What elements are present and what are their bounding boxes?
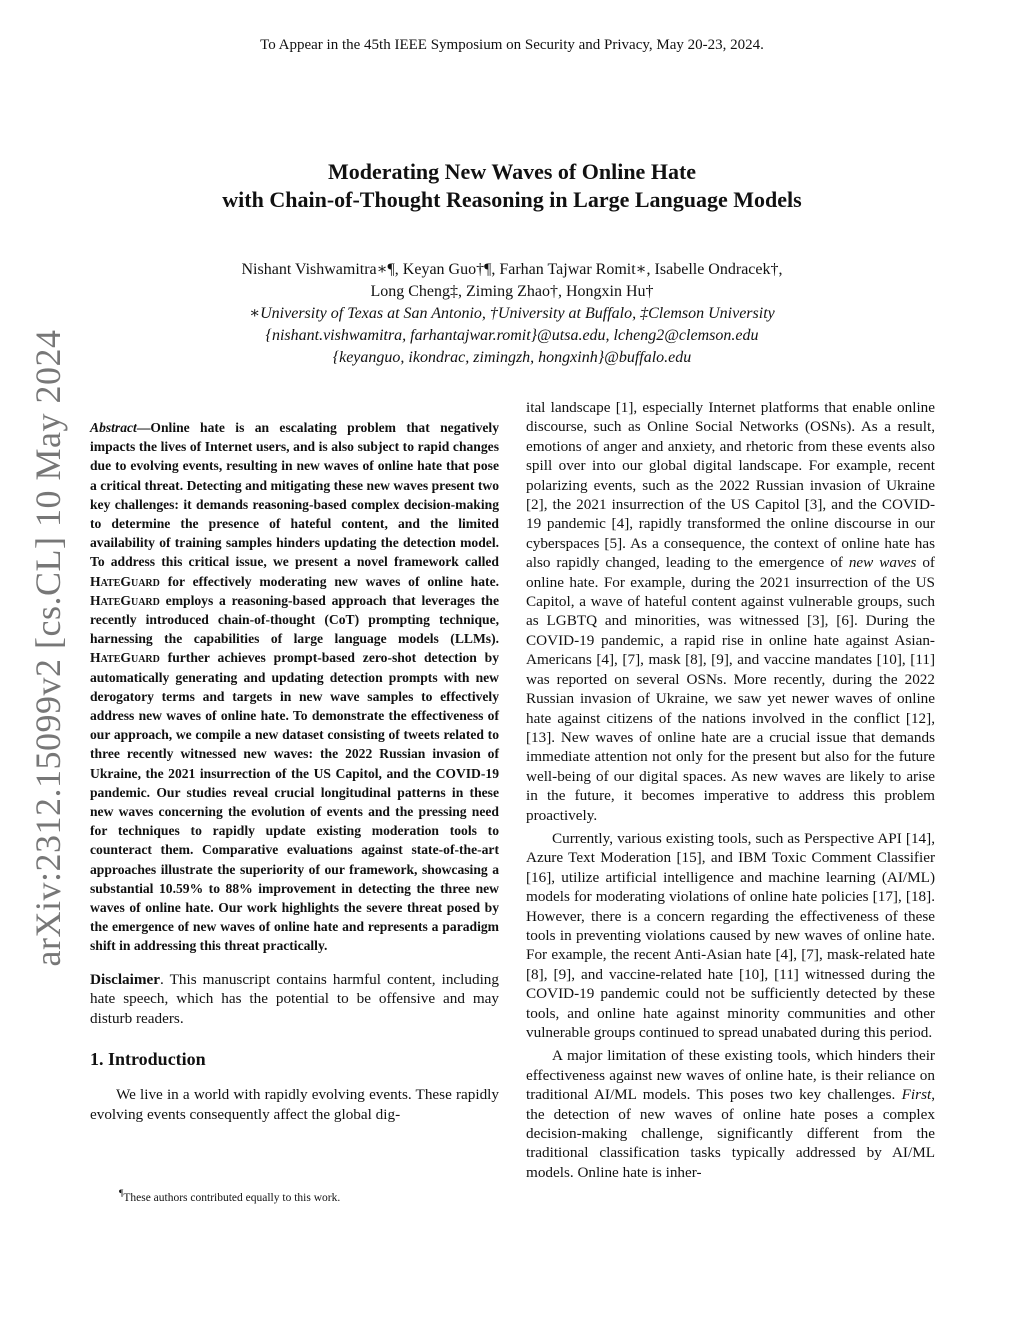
intro-paragraph-2: Currently, various existing tools, such as Perspective API [14], Azure Text Moderation [15], and IBM Toxic Comment Classifier [16], utilize artificial intelligence and machine learning (AI/ML) models for moderating violations of online hate policies [17], [18]. However, there is a concern regarding the effectiveness of these tools in preventing violations caused by new waves of online hate. For example, the recent Anti-Asian hate [4], [7], mask-related hate [8], [9], and vaccine-related hate [10], [11] witnessed during the COVID-19 pandemic could not be sufficiently detected by these tools, and online hate against minority communities and other vulnerable groups continued to spread unabated during this period.: [526, 829, 935, 1041]
intro-paragraph-1-cont: [526, 398, 935, 825]
left-column: [90, 418, 499, 1124]
paragraph-text: ital landscape [1], especially Internet platforms that enable online discourse, such as Online Social Networks (OSNs). As a result, emotions of anger and anxiety, and rhetoric from these events also spill over into our global digital landscape. For example, recent polarizing events, such as the 2022 Russian invasion of Ukraine [2], the 2021 insurrection of the US Capitol [3], and the COVID-19 pandemic [4], rapidly transformed the online discourse in our cyberspaces [5]. As a consequence, the context of online hate has also rapidly changed, leading to the emergence of: [526, 399, 935, 572]
abstract-dash: —: [136, 420, 151, 435]
abstract-label: Abstract: [90, 420, 137, 435]
disclaimer: [90, 970, 499, 1028]
paragraph-text: A major limitation of these existing tools, which hinders their effectiveness against new waves of online hate, is their reliance on traditional AI/ML models. This poses two key challenges.: [526, 1047, 935, 1104]
paper-title: [0, 158, 1024, 214]
author-block: [0, 259, 1024, 369]
framework-name: HateGuard: [90, 592, 160, 608]
abstract-text-3: employs a reasoning-based approach that leverages the recently introduced chain-of-thought (CoT) prompting technique, harnessing the capabilities of large language models (LLMs).: [90, 592, 499, 647]
intro-paragraph-3: [526, 1046, 935, 1182]
abstract: [90, 418, 499, 956]
framework-name: HateGuard: [90, 650, 160, 666]
abstract-text-4: further achieves prompt-based zero-shot detection by automatically generating and updating detection prompts with new derogatory terms and targets in new wave samples to effectively address new waves of online hate. To demonstrate the effectiveness of our approach, we compile a new dataset consisting of tweets related to three recently witnessed new waves: the 2022 Russian invasion of Ukraine, the 2021 insurrection of the US Capitol, and the COVID-19 pandemic. Our studies reveal crucial longitudinal patterns in these new waves concerning the evolution of events and the pressing need for techniques to rapidly update existing moderation tools to counteract them. Comparative evaluations against state-of-the-art approaches illustrate the superiority of our framework, showcasing a substantial 10.59% to 88% improvement in detecting the three new waves of online hate. Our work highlights the severe threat posed by the emergence of new waves of online hate and represents a paradigm shift in addressing this threat practically.: [90, 650, 499, 954]
framework-name: HateGuard: [90, 573, 160, 589]
footnote-text: These authors contributed equally to this work.: [123, 1191, 341, 1204]
section-heading: 1. Introduction: [90, 1048, 206, 1069]
arxiv-stamp: arXiv:2312.15099v2 [cs.CL] 10 May 2024: [28, 329, 68, 967]
emphasis-first: First: [901, 1086, 932, 1104]
abstract-text-1: Online hate is an escalating problem that negatively impacts the lives of Internet users, and is also subject to rapid changes due to evolving events, resulting in new waves of online hate that pose a critical threat. Detecting and mitigating these new waves present two key challenges: it demands reasoning-based complex decision-making to determine the presence of hateful content, and the limited availability of training samples hinders updating the detection model. To address this critical issue, we present a novel framework called: [90, 420, 499, 570]
paragraph-text: , the detection of new waves of online hate poses a complex decision-making challenge, significantly different from the traditional classification tasks typically addressed by AI/ML models. Online hate is inher-: [526, 1086, 935, 1181]
abstract-text-2: for effectively moderating new waves of online hate.: [159, 573, 499, 589]
intro-paragraph-1: We live in a world with rapidly evolving events. These rapidly evolving events consequently affect the global dig-: [90, 1086, 499, 1123]
emphasis-new-waves: new waves: [848, 554, 917, 572]
title-line-2: with Chain-of-Thought Reasoning in Large Language Models: [222, 187, 802, 212]
footnote-mark: ¶: [119, 1188, 124, 1199]
title-line-1: Moderating New Waves of Online Hate: [327, 159, 697, 184]
emails-line-2: {keyanguo, ikondrac, zimingzh, hongxinh}@buffalo.edu: [332, 349, 692, 366]
right-column: [526, 398, 935, 1182]
disclaimer-text: . This manuscript contains harmful content, including hate speech, which has the potential to be offensive and may disturb readers.: [90, 970, 499, 1027]
emails-line-1: {nishant.vishwamitra, farhantajwar.romit}@utsa.edu, lcheng2@clemson.edu: [265, 327, 759, 344]
authors-line-2: Long Cheng‡, Ziming Zhao†, Hongxin Hu†: [370, 283, 654, 300]
paragraph-text: of online hate. For example, during the 2021 insurrection of the US Capitol, a wave of hateful content against vulnerable groups, such as LGBTQ and minorities, was witnessed [3], [6]. During the COVID-19 pandemic, a rapid rise in online hate against Asian-Americans [4], [7], mask [8], [9], and vaccine mandates [10], [11] was reported on several OSNs. More recently, during the 2022 Russian invasion of Ukraine, we saw yet newer waves of online hate against citizens of the nations involved in the conflict [12], [13]. New waves of online hate are a crucial issue that demands immediate attention not only for the present but also for the future well-being of our digital spaces. As new waves are likely to arise in the future, it becomes imperative to address this problem proactively.: [526, 554, 935, 824]
affiliations: ∗University of Texas at San Antonio, †University at Buffalo, ‡Clemson University: [249, 305, 775, 322]
disclaimer-label: Disclaimer: [90, 970, 161, 988]
authors-line-1: Nishant Vishwamitra∗¶, Keyan Guo†¶, Farhan Tajwar Romit∗, Isabelle Ondracek†,: [241, 261, 783, 278]
venue-header: To Appear in the 45th IEEE Symposium on Security and Privacy, May 20-23, 2024.: [260, 37, 764, 53]
footnote: [119, 1188, 340, 1204]
